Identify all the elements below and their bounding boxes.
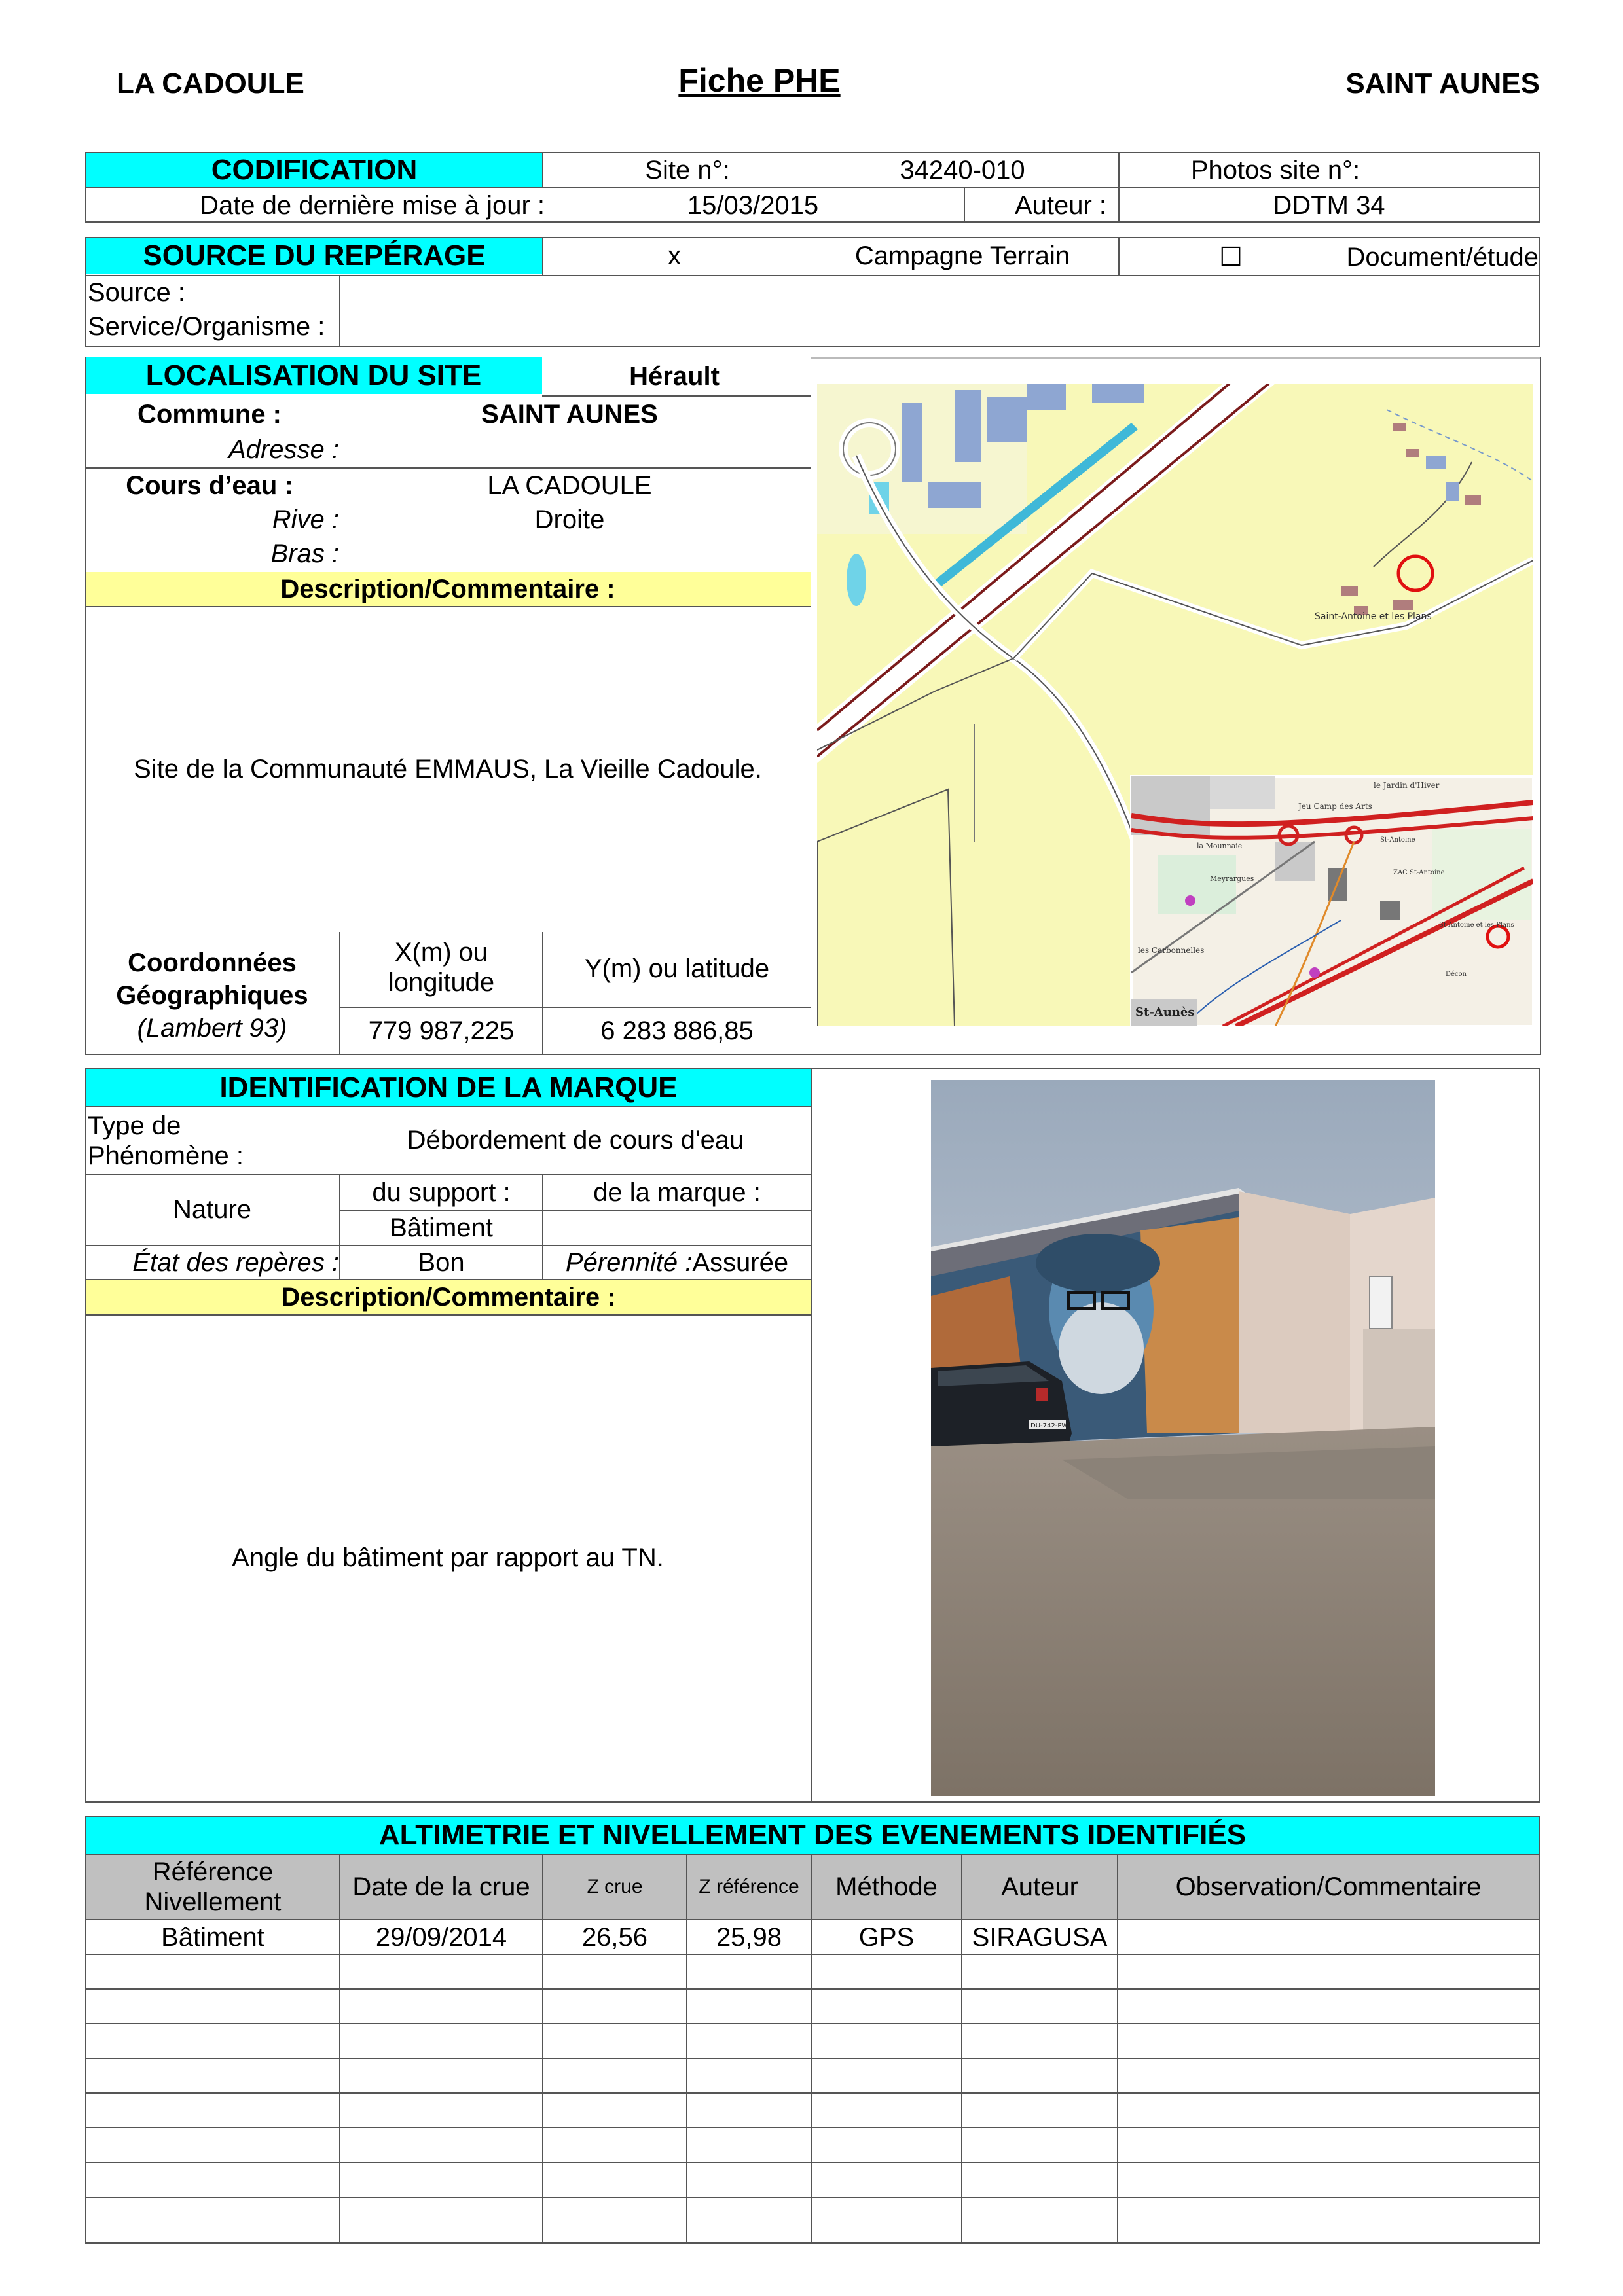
col-date: Date de la crue	[352, 1873, 530, 1901]
col-methode: Méthode	[835, 1873, 938, 1901]
cours-label: Cours d’eau :	[126, 471, 293, 500]
inset-label-4: Meyrargues	[1210, 874, 1254, 883]
table-cell-date: 29/09/2014	[375, 1922, 507, 1952]
y-value: 6 283 886,85	[600, 1016, 754, 1045]
nature-label: Nature	[172, 1195, 252, 1224]
inset-label-5: St-Antoine	[1380, 836, 1415, 844]
bras-label: Bras :	[270, 539, 339, 568]
commune-label: Commune :	[137, 400, 282, 429]
coord-label-2: Géographiques	[116, 981, 308, 1010]
table-cell-reference: Bâtiment	[161, 1922, 264, 1952]
perennite-label: Pérennité :	[565, 1248, 693, 1277]
service-label: Service/Organisme :	[88, 312, 325, 341]
inset-label-7: les Carbonnelles	[1138, 946, 1205, 955]
type-value: Débordement de cours d'eau	[407, 1126, 744, 1155]
x-label-2: longitude	[388, 968, 495, 997]
col-reference: Référence Nivellement	[144, 1857, 282, 1916]
etat-value: Bon	[418, 1248, 465, 1277]
source-label: Source :	[88, 278, 185, 307]
table-cell-methode: GPS	[858, 1922, 915, 1952]
inset-label-8: St-Aunès	[1135, 1005, 1195, 1019]
col-z-crue: Z crue	[587, 1875, 643, 1897]
inset-label-9: St-Antoine et les Plans	[1439, 922, 1514, 929]
adresse-label: Adresse :	[228, 435, 339, 464]
identification-desc-text: Angle du bâtiment par rapport au TN.	[232, 1543, 664, 1572]
site-label: Site n°:	[645, 156, 730, 185]
map-site-label: Saint-Antoine et les Plans	[1315, 611, 1432, 622]
site-photo	[931, 1080, 1435, 1796]
table-cell-observation	[1118, 1920, 1539, 1954]
header-commune: SAINT AUNES	[1345, 67, 1540, 99]
col-auteur: Auteur	[1001, 1873, 1078, 1901]
rive-label: Rive :	[272, 505, 339, 534]
codification-heading: CODIFICATION	[86, 153, 542, 187]
inset-label-6: ZAC St-Antoine	[1393, 869, 1445, 876]
date-value: 15/03/2015	[687, 191, 819, 220]
site-number: 34240-010	[900, 156, 1025, 185]
location-map	[817, 384, 1533, 1026]
identification-heading: IDENTIFICATION DE LA MARQUE	[86, 1069, 811, 1106]
coord-label-3: (Lambert 93)	[137, 1014, 287, 1043]
commune-value: SAINT AUNES	[481, 400, 658, 429]
perennite-value: Assurée	[692, 1248, 789, 1277]
department: Hérault	[629, 362, 720, 391]
source-heading: SOURCE DU REPÉRAGE	[86, 238, 542, 274]
table-cell-z-crue: 26,56	[581, 1922, 648, 1952]
coord-label-1: Coordonnées	[128, 948, 297, 977]
etat-label: État des repères :	[132, 1248, 339, 1277]
inset-label-1: le Jardin d'Hiver	[1374, 781, 1440, 790]
header-river: LA CADOULE	[117, 67, 304, 99]
page-title: Fiche PHE	[678, 62, 841, 99]
date-label: Date de dernière mise à jour :	[200, 191, 545, 220]
inset-label-2: Jeu Camp des Arts	[1298, 802, 1372, 811]
perennite	[543, 1246, 811, 1279]
marque-label: de la marque :	[593, 1178, 761, 1207]
cours-value: LA CADOULE	[487, 471, 652, 500]
car-plate-text: DU-742-PW	[1030, 1422, 1068, 1429]
author-label: Auteur :	[1014, 191, 1107, 220]
rive-value: Droite	[534, 505, 605, 534]
localisation-desc-text: Site de la Communauté EMMAUS, La Vieille Cadoule.	[134, 755, 762, 783]
col-z-reference: Z référence	[699, 1875, 799, 1897]
y-label: Y(m) ou latitude	[584, 954, 770, 983]
terrain-mark: x	[668, 242, 681, 270]
type-label: Type de Phénomène :	[88, 1111, 244, 1170]
localisation-desc-heading: Description/Commentaire :	[85, 572, 811, 606]
localisation-heading: LOCALISATION DU SITE	[85, 357, 542, 394]
support-value: Bâtiment	[390, 1213, 493, 1242]
table-cell-z-reference: 25,98	[716, 1922, 782, 1952]
photos-label: Photos site n°:	[1190, 156, 1360, 185]
x-value: 779 987,225	[368, 1016, 515, 1045]
identification-desc-heading: Description/Commentaire :	[86, 1280, 811, 1314]
author-value: DDTM 34	[1273, 191, 1385, 220]
document-checkbox[interactable]: ☐	[1219, 243, 1243, 272]
inset-label-3: la Mounnaie	[1197, 842, 1243, 850]
inset-label-10: Décon	[1446, 971, 1467, 978]
support-label: du support :	[372, 1178, 511, 1207]
altimetrie-heading: ALTIMETRIE ET NIVELLEMENT DES EVENEMENTS IDENTIFIÉS	[86, 1817, 1539, 1854]
campagne-terrain: Campagne Terrain	[854, 242, 1070, 270]
table-cell-auteur: SIRAGUSA	[972, 1922, 1108, 1952]
document-etude: Document/étude	[1346, 243, 1539, 272]
col-observation: Observation/Commentaire	[1175, 1873, 1482, 1901]
x-label-1: X(m) ou	[394, 938, 488, 967]
